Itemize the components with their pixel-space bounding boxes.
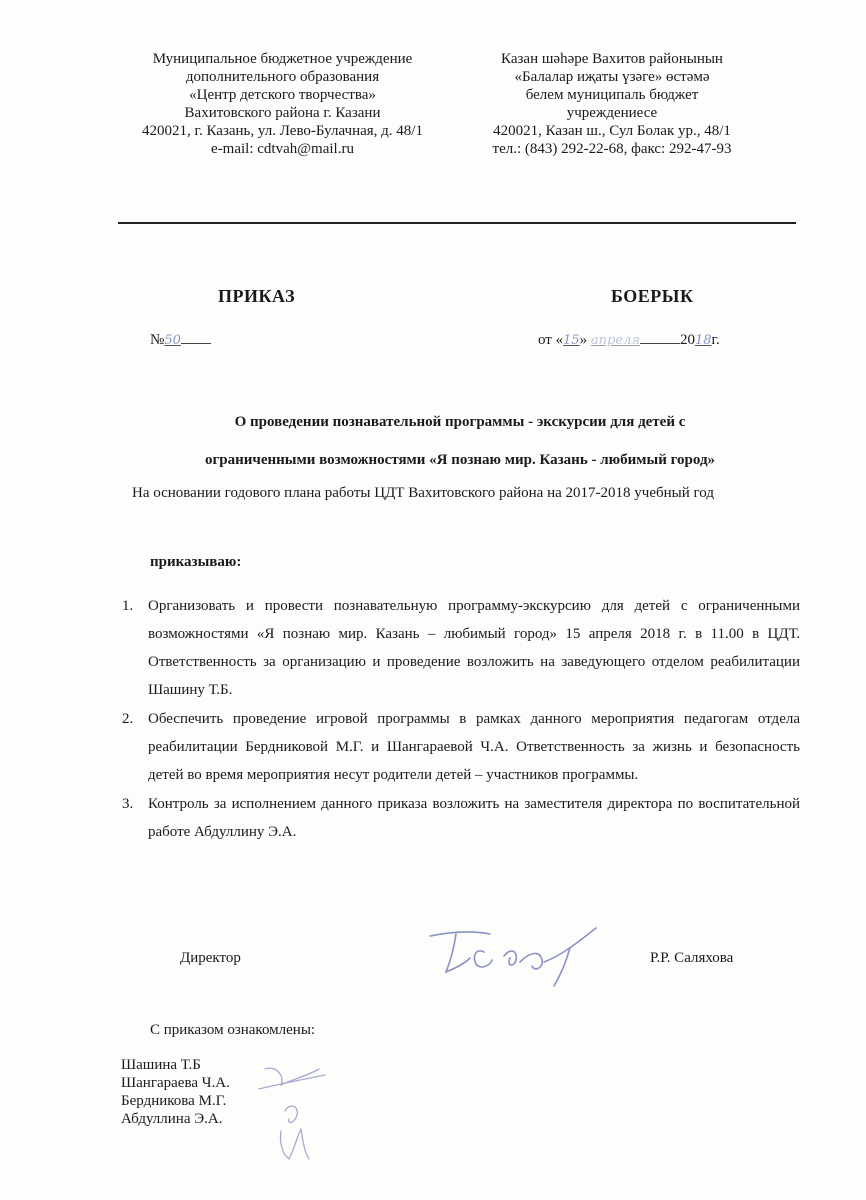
header-ru-line: «Центр детского творчества» xyxy=(189,87,376,103)
header-ru-line: дополнительного образования xyxy=(185,69,380,85)
date-month-underline xyxy=(591,332,680,348)
header-tt-line: 420021, Казан ш., Сул Болак ур., 48/1 xyxy=(493,123,731,139)
title-prikaz: ПРИКАЗ xyxy=(218,286,296,306)
order-item xyxy=(120,592,800,704)
date-month: апреля xyxy=(590,333,640,348)
date-mid: » xyxy=(579,332,588,348)
order-number-underline xyxy=(164,332,211,348)
header-ru-line: Вахитовского района г. Казани xyxy=(184,105,381,121)
header-tatar xyxy=(462,50,762,158)
header-ru-line: 420021, г. Казань, ул. Лево-Булачная, д. 48/1 xyxy=(142,123,423,139)
date-prefix: от « xyxy=(538,332,564,348)
acquainted-name: Шангараева Ч.А. xyxy=(121,1075,230,1091)
director-name: Р.Р. Саляхова xyxy=(650,950,734,966)
date-day-underline xyxy=(563,332,580,348)
order-item-text: Обеспечить проведение игровой программы в рамках данного мероприятия педагогам отдела реабилитации Бердниковой М.Г. и Шангараевой Ч.А. Ответственность за жизнь и безопасность детей во время мероприятия несут родители детей – участников программы. xyxy=(148,711,800,783)
header-ru-line: Муниципальное бюджетное учреждение xyxy=(152,51,413,67)
date-suffix: г. xyxy=(711,332,720,348)
header-ru-line: e-mail: cdtvah@mail.ru xyxy=(211,141,354,157)
order-number xyxy=(150,331,211,349)
acquainted-name: Абдуллина Э.А. xyxy=(121,1111,223,1127)
order-item-text: Организовать и провести познавательную программу-экскурсию для детей с ограниченными возможностями «Я познаю мир. Казань – любимый город» 15 апреля 2018 г. в 11.00 в ЦДТ. Ответственность за организацию и проведение возложить на заведующего отделом реабилитации Шашину Т.Б. xyxy=(148,598,800,698)
order-subject xyxy=(120,403,800,479)
title-boeryk: БОЕРЫК xyxy=(611,286,694,306)
header-tt-line: «Балалар иҗаты үзәге» өстәмә xyxy=(514,69,710,85)
acquainted-name: Шашина Т.Б xyxy=(121,1057,201,1073)
header-tt-line: белем муниципаль бюджет xyxy=(525,87,699,103)
date-year-underline xyxy=(695,332,712,348)
order-number-prefix: № xyxy=(150,332,165,348)
date-month-blank xyxy=(640,331,680,344)
order-item xyxy=(120,705,800,789)
order-number-blank xyxy=(181,331,211,344)
subject-line-2: ограниченными возможностями «Я познаю мир. Казань - любимый город» xyxy=(204,452,716,468)
order-date xyxy=(538,331,720,349)
order-basis: На основании годового плана работы ЦДТ Вахитовского района на 2017-2018 учебный год xyxy=(132,485,714,501)
acquainted-signatures-icon xyxy=(245,1055,345,1165)
acquainted-title: С приказом ознакомлены: xyxy=(150,1022,316,1038)
acquainted-name: Бердникова М.Г. xyxy=(121,1093,227,1109)
header-tt-line: тел.: (843) 292-22-68, факс: 292-47-93 xyxy=(492,141,732,157)
acquainted-list xyxy=(121,1056,230,1128)
date-year-prefix: 20 xyxy=(679,332,695,348)
header-tt-line: Казан шәһәре Вахитов районынын xyxy=(501,51,723,67)
header-russian xyxy=(110,50,455,158)
order-item-number: 3. xyxy=(122,796,134,812)
order-item-number: 2. xyxy=(122,711,134,727)
order-item-text: Контроль за исполнением данного приказа возложить на заместителя директора по воспитательной работе Абдуллину Э.А. xyxy=(148,796,800,840)
date-day: 15 xyxy=(563,333,580,348)
director-label: Директор xyxy=(180,950,241,966)
order-word: приказываю: xyxy=(150,554,242,570)
order-items xyxy=(120,592,800,847)
header-divider xyxy=(118,222,796,224)
director-signature-icon xyxy=(420,922,610,992)
header-tt-line: учреждениесе xyxy=(566,105,658,121)
order-number-value: 50 xyxy=(164,333,181,348)
date-year: 18 xyxy=(694,333,712,348)
order-item-number: 1. xyxy=(122,598,134,614)
order-item xyxy=(120,790,800,846)
subject-line-1: О проведении познавательной программы - экскурсии для детей с xyxy=(234,414,686,430)
